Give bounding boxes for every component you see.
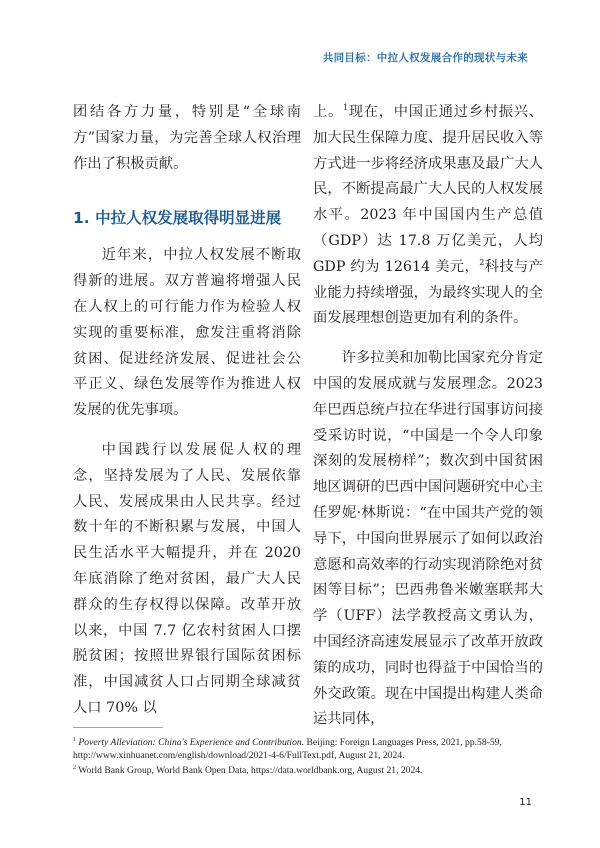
paragraph-continued: 团结各方力量，特别是“全球南方”国家力量，为完善全球人权治理作出了积极贡献。	[73, 104, 301, 172]
footnotes	[73, 737, 543, 781]
paragraph-continued-right: 上。$^1$现在，中国正通过乡村振兴、加大民生保障力度、提升居民收入等方式进一步将经济成果惠及最广大人民，不断提高最广大人民的人权发展水平。2023 年中国国内生产总值（GDP）达 17.8 万亿美元，人均 GDP 约为 12614 美元，$^2$科技与产业能力持续增强，为最终实现人的全面发展理想创造更加有利的条件。	[313, 103, 544, 327]
footnote-1: $^1$ Poverty Alleviation: China's Experience and Contribution. Beijing: Foreign Languages Press, 2021, pp.58-59, http://www.xinhuanet.com/english/download/2021-4-6/FullText.pdf, August 21, 2024.	[73, 736, 502, 761]
paragraph-china-development: 中国践行以发展促人权的理念，坚持发展为了人民、发展依靠人民、发展成果由人民共享。经过数十年的不断积累与发展，中国人民生活水平大幅提升，并在 2020 年底消除了绝对贫困，最广大人民群众的生存权得以保障。改革开放以来，中国 7.7 亿农村贫困人口摆脱贫困；按照世界银行国际贫困标准，中国减贫人口占同期全球减贫人口 70% 以	[73, 441, 301, 716]
running-header: 共同目标：中拉人权发展合作的现状与未来	[322, 52, 528, 64]
paragraph-progress: 近年来，中拉人权发展不断取得新的进展。双方普遍将增强人民在人权上的可行能力作为检验人权实现的重要标准，愈发注重将消除贫困、促进经济发展、促进社会公平正义、绿色发展等作为推进人权发展的优先事项。	[73, 247, 301, 419]
right-column	[313, 100, 543, 733]
footnote-divider	[73, 727, 163, 728]
footnote-2: $^2$ World Bank Group, World Bank Open Data, https://data.worldbank.org, August 21, 2024.	[73, 764, 423, 776]
page-number: 11	[519, 797, 532, 808]
paragraph-latin-america: 许多拉美和加勒比国家充分肯定中国的发展成就与发展理念。2023 年巴西总统卢拉在华进行国事访问接受采访时说，“中国是一个令人印象深刻的发展榜样”；数次到中国贫困地区调研的巴西中国问题研究中心主任罗妮·林斯说：“在中国共产党的领导下，中国向世界展示了如何以政治意愿和高效率的行动实现消除绝对贫困等目标”；巴西弗鲁米嫩塞联邦大学（UFF）法学教授高文勇认为，中国经济高速发展显示了改革开放政策的成功，同时也得益于中国恰当的外交政策。现在中国提出构建人类命运共同体，	[313, 350, 543, 728]
section-heading: 1. 中拉人权发展取得明显进展	[73, 209, 282, 228]
footnote-ref-1[interactable]: 1	[343, 103, 349, 113]
footnote-ref-2[interactable]: 2	[479, 258, 485, 268]
left-column	[73, 100, 301, 722]
footnote-1-title: Poverty Alleviation: China's Experience and Contribution.	[78, 737, 305, 748]
